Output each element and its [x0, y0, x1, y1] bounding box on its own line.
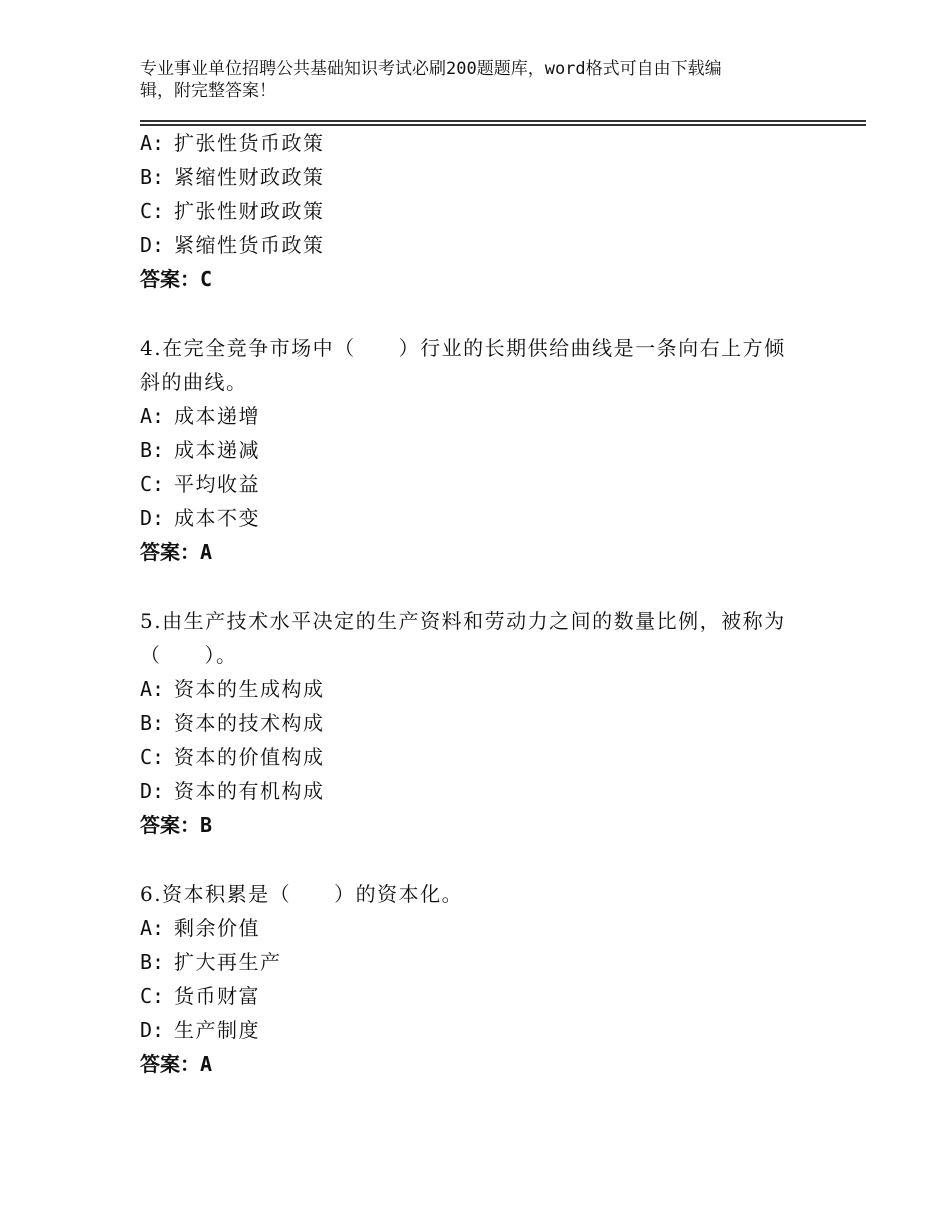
q5-stem-line-2: （ ）。	[140, 643, 238, 667]
header-line-2: 辑，附完整答案！	[140, 81, 276, 101]
option-text: 成本不变	[174, 506, 260, 530]
q5-option-a	[140, 675, 325, 703]
q4-option-a	[140, 402, 260, 430]
option-letter: C:	[140, 984, 165, 1008]
option-letter: A:	[140, 131, 165, 155]
answer-value: A	[200, 540, 213, 564]
option-text: 资本的技术构成	[174, 711, 325, 735]
q3-option-a	[140, 129, 325, 157]
q5-stem	[140, 604, 800, 672]
q5-option-c	[140, 743, 325, 771]
header-divider-bottom	[140, 124, 866, 126]
q6-option-c	[140, 982, 260, 1010]
option-text: 资本的生成构成	[174, 677, 325, 701]
option-text: 紧缩性货币政策	[174, 233, 325, 257]
q4-stem-line-1: 4.在完全竞争市场中（ ）行业的长期供给曲线是一条向右上方倾	[140, 336, 786, 360]
option-letter: C:	[140, 472, 165, 496]
q6-option-d	[140, 1016, 260, 1044]
q6-option-a	[140, 914, 260, 942]
option-letter: C:	[140, 199, 165, 223]
option-letter: B:	[140, 165, 165, 189]
option-letter: B:	[140, 438, 165, 462]
q4-stem	[140, 331, 800, 399]
option-text: 生产制度	[174, 1018, 260, 1042]
option-text: 货币财富	[174, 984, 260, 1008]
q3-option-b	[140, 163, 325, 191]
q3-option-c	[140, 197, 325, 225]
answer-label: 答案：	[140, 1052, 200, 1076]
option-text: 成本递减	[174, 438, 260, 462]
answer-value: A	[200, 1052, 213, 1076]
option-text: 紧缩性财政政策	[174, 165, 325, 189]
document-header	[140, 58, 790, 102]
answer-label: 答案：	[140, 267, 200, 291]
q5-option-b	[140, 709, 325, 737]
q3-option-d	[140, 231, 325, 259]
q4-answer	[140, 538, 212, 566]
option-letter: A:	[140, 404, 165, 428]
option-letter: B:	[140, 950, 165, 974]
q6-stem	[140, 877, 800, 911]
option-text: 扩大再生产	[174, 950, 282, 974]
option-text: 扩张性财政政策	[174, 199, 325, 223]
option-letter: A:	[140, 677, 165, 701]
option-letter: C:	[140, 745, 165, 769]
q4-option-c	[140, 470, 260, 498]
q4-option-d	[140, 504, 260, 532]
option-text: 扩张性货币政策	[174, 131, 325, 155]
q4-stem-line-2: 斜的曲线。	[140, 370, 248, 394]
q5-option-d	[140, 777, 325, 805]
answer-label: 答案：	[140, 813, 200, 837]
option-letter: B:	[140, 711, 165, 735]
answer-label: 答案：	[140, 540, 200, 564]
answer-value: C	[200, 267, 213, 291]
option-letter: D:	[140, 1018, 165, 1042]
header-line-1: 专业事业单位招聘公共基础知识考试必刷200题题库，word格式可自由下载编	[140, 59, 722, 79]
q6-stem-line-1: 6.资本积累是（ ）的资本化。	[140, 882, 464, 906]
option-text: 剩余价值	[174, 916, 260, 940]
option-text: 资本的有机构成	[174, 779, 325, 803]
q4-option-b	[140, 436, 260, 464]
option-text: 资本的价值构成	[174, 745, 325, 769]
q5-stem-line-1: 5.由生产技术水平决定的生产资料和劳动力之间的数量比例，被称为	[140, 609, 786, 633]
q6-answer	[140, 1050, 212, 1078]
q6-option-b	[140, 948, 282, 976]
option-text: 成本递增	[174, 404, 260, 428]
q3-answer	[140, 265, 212, 293]
option-letter: D:	[140, 506, 165, 530]
option-letter: A:	[140, 916, 165, 940]
header-divider-top	[140, 120, 866, 122]
option-letter: D:	[140, 779, 165, 803]
answer-value: B	[200, 813, 213, 837]
q5-answer	[140, 811, 212, 839]
option-text: 平均收益	[174, 472, 260, 496]
option-letter: D:	[140, 233, 165, 257]
